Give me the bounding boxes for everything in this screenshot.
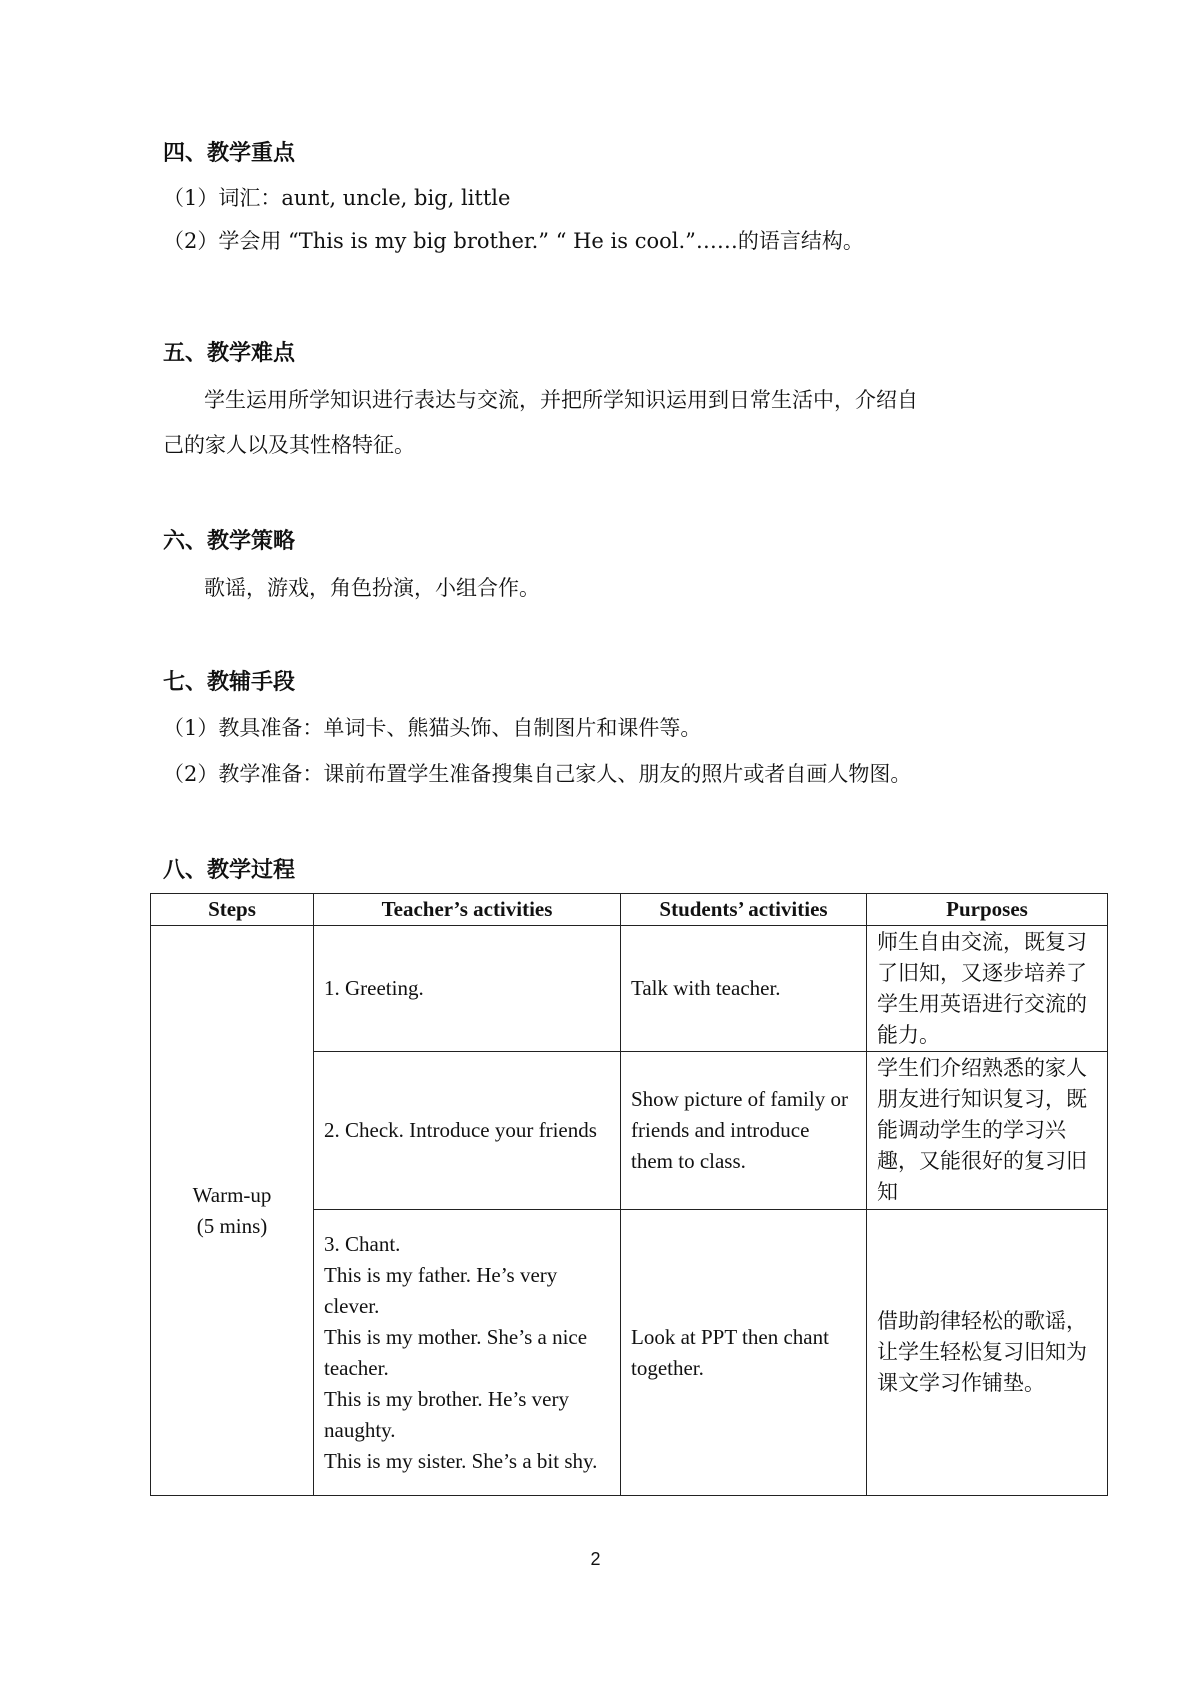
difficulties-line-1: 学生运用所学知识进行表达与交流，并把所学知识运用到日常生活中，介绍自 (204, 388, 918, 412)
purpose: 借助韵律轻松的歌谣，让学生轻松复习旧知为课文学习作铺垫。 (867, 1210, 1108, 1496)
teaching-process-table (150, 893, 1108, 1496)
section-heading-difficulties: 五、教学难点 (163, 341, 296, 366)
header-purposes: Purposes (867, 894, 1108, 926)
section-heading-key-points: 四、教学重点 (163, 141, 296, 166)
student-activity: Look at PPT then chant together. (621, 1210, 867, 1496)
chant-line: This is my sister. She’s a bit shy. (324, 1448, 598, 1473)
chant-line: 3. Chant. (324, 1231, 401, 1256)
difficulties-line-2: 己的家人以及其性格特征。 (163, 433, 415, 457)
header-steps: Steps (151, 894, 314, 926)
section-heading-strategies: 六、教学策略 (163, 529, 296, 554)
chant-line: This is my mother. She’s a nice teacher. (324, 1324, 588, 1380)
aids-item-2: （2）教学准备：课前布置学生准备搜集自己家人、朋友的照片或者自画人物图。 (163, 762, 912, 786)
purpose: 师生自由交流，既复习了旧知，又逐步培养了学生用英语进行交流的能力。 (867, 926, 1108, 1052)
section-heading-aids: 七、教辅手段 (163, 670, 296, 695)
student-activity: Talk with teacher. (621, 926, 867, 1052)
step-duration: (5 mins) (196, 1213, 268, 1238)
chant-line: This is my brother. He’s very naughty. (324, 1386, 569, 1442)
table-row (151, 926, 1108, 1052)
page-number: 2 (590, 1549, 601, 1569)
section-heading-process: 八、教学过程 (163, 858, 296, 883)
header-teacher-activities: Teacher’s activities (314, 894, 621, 926)
aids-item-1: （1）教具准备：单词卡、熊猫头饰、自制图片和课件等。 (163, 716, 702, 740)
step-cell (151, 926, 314, 1496)
key-point-vocabulary: （1）词汇：aunt, uncle, big, little (163, 186, 511, 210)
teacher-activity-chant (314, 1210, 621, 1496)
teacher-activity: 2. Check. Introduce your friends (314, 1052, 621, 1210)
key-point-structure: （2）学会用 “This is my big brother.” “ He is cool.”……的语言结构。 (163, 229, 864, 253)
chant-line: This is my father. He’s very clever. (324, 1262, 558, 1318)
teacher-activity: 1. Greeting. (314, 926, 621, 1052)
table-header-row (151, 894, 1108, 926)
strategies-text: 歌谣，游戏，角色扮演，小组合作。 (204, 576, 540, 600)
header-students-activities: Students’ activities (621, 894, 867, 926)
student-activity: Show picture of family or friends and introduce them to class. (621, 1052, 867, 1210)
step-name: Warm-up (192, 1182, 272, 1207)
purpose: 学生们介绍熟悉的家人朋友进行知识复习，既能调动学生的学习兴趣，又能很好的复习旧知 (867, 1052, 1108, 1210)
